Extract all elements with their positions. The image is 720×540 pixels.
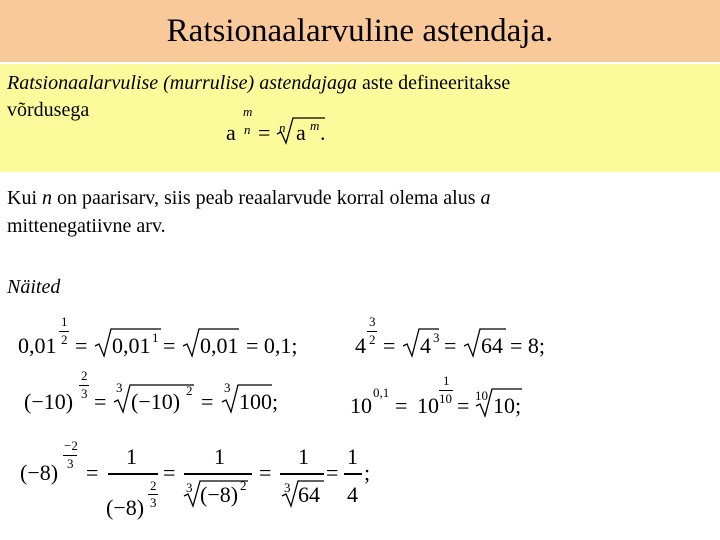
ex3-rad1-exp: 2 — [186, 383, 193, 398]
ex1-exp-num: 1 — [61, 314, 68, 329]
formula-base: a — [226, 120, 236, 145]
ex5-f1-den-exp-den: 3 — [150, 495, 157, 510]
ex5-eq3: = — [259, 460, 272, 485]
ex4-root-index: 10 — [475, 388, 488, 403]
ex2-exp-num: 3 — [369, 314, 376, 329]
ex5-f4-num: 1 — [347, 444, 358, 469]
ex2-exp-den: 2 — [369, 332, 376, 347]
formula-exp-den: n — [244, 122, 251, 137]
ex5-f1-den: (−8) — [106, 495, 145, 520]
ex5-f3-idx: 3 — [284, 480, 291, 495]
ex2-result: = 8; — [510, 333, 546, 358]
ex5-f1-num: 1 — [126, 444, 137, 469]
note-part2: on paarisarv, siis peab reaalarvude korral olema alus — [57, 187, 476, 209]
ex1-base: 0,01 — [18, 333, 57, 358]
ex5-end: ; — [364, 460, 371, 485]
ex5-f2-line — [184, 473, 252, 475]
ex2-eq2: = — [444, 333, 457, 358]
ex5-eq1: = — [86, 460, 99, 485]
ex5-exp-num: −2 — [64, 438, 78, 453]
ex5-f2-idx: 3 — [186, 480, 193, 495]
note-part1: Kui — [7, 187, 37, 209]
ex1-rad1: 0,01 — [112, 333, 151, 358]
ex2-eq1: = — [383, 333, 396, 358]
definition-text — [7, 70, 647, 124]
ex4-rad: 10; — [493, 393, 522, 418]
ex3-base: (−10) — [24, 389, 74, 414]
ex3-rad1: (−10) — [131, 389, 181, 414]
formula-exp-num: m — [243, 104, 253, 119]
ex4-exp: 0,1 — [373, 385, 390, 400]
ex5-f4-line — [344, 473, 362, 475]
ex5-f4-den: 4 — [347, 482, 358, 507]
note-a-var: a — [480, 187, 491, 209]
ex4-eq2: = — [457, 393, 470, 418]
ex2-rad1-exp: 3 — [433, 330, 440, 345]
formula-root-index: n — [279, 120, 286, 135]
formula-radicand-exp: m — [310, 118, 320, 133]
ex5-f2-den: (−8) — [200, 482, 239, 507]
note-n-var: n — [42, 187, 52, 209]
ex5-f2-den-exp: 2 — [240, 478, 247, 493]
note-text — [7, 184, 647, 240]
ex3-root-index: 3 — [116, 380, 123, 395]
ex5-base: (−8) — [20, 460, 59, 485]
ex1-result: = 0,1; — [246, 333, 298, 358]
ex3-exp-num: 2 — [81, 368, 88, 383]
ex1-eq2: = — [163, 333, 176, 358]
ex2-rad1: 4 — [420, 333, 431, 358]
ex4-base-2: 10 — [417, 393, 439, 418]
formula-equals: = — [258, 120, 271, 145]
ex4-base: 10 — [350, 393, 372, 418]
ex1-exp-den: 2 — [61, 332, 68, 347]
ex1-rad1-exp: 1 — [152, 330, 159, 345]
examples-label: Näited — [7, 276, 61, 298]
ex5-f1-den-exp-num: 2 — [150, 478, 157, 493]
ex5-f3-den: 64 — [298, 482, 320, 507]
ex5-f1-line — [108, 473, 158, 475]
definition-box — [0, 64, 720, 172]
ex5-f3-line — [280, 473, 324, 475]
definition-rest: aste defineeritakse — [361, 72, 511, 94]
ex3-eq2: = — [201, 389, 214, 414]
ex4-exp-den: 10 — [439, 391, 452, 406]
ex5-exp-den: 3 — [67, 456, 74, 471]
formula-end: . — [320, 120, 326, 145]
ex5-eq4: = — [326, 460, 339, 485]
ex5-eq2: = — [163, 460, 176, 485]
definition-line2: võrdusega — [7, 99, 90, 121]
note-line2: mittenegatiivne arv. — [7, 215, 166, 237]
ex4-exp-num: 1 — [443, 373, 450, 388]
ex5-f2-num: 1 — [214, 444, 225, 469]
ex3-rad2: 100; — [239, 389, 279, 414]
ex2-base: 4 — [355, 333, 366, 358]
ex5-f3-num: 1 — [298, 444, 309, 469]
definition-term: Ratsionaalarvulise (murrulise) astendajaga — [7, 72, 357, 94]
ex1-rad2: 0,01 — [200, 333, 239, 358]
formula-radicand-base: a — [296, 120, 306, 145]
ex1-eq1: = — [75, 333, 88, 358]
slide-title: Ratsionaalarvuline astendaja. — [166, 12, 554, 49]
title-bar — [0, 0, 720, 62]
ex2-rad2: 64 — [481, 333, 503, 358]
ex3-exp-den: 3 — [81, 386, 88, 401]
ex3-root-index-2: 3 — [224, 380, 231, 395]
ex3-eq1: = — [94, 389, 107, 414]
ex4-eq1: = — [395, 393, 408, 418]
